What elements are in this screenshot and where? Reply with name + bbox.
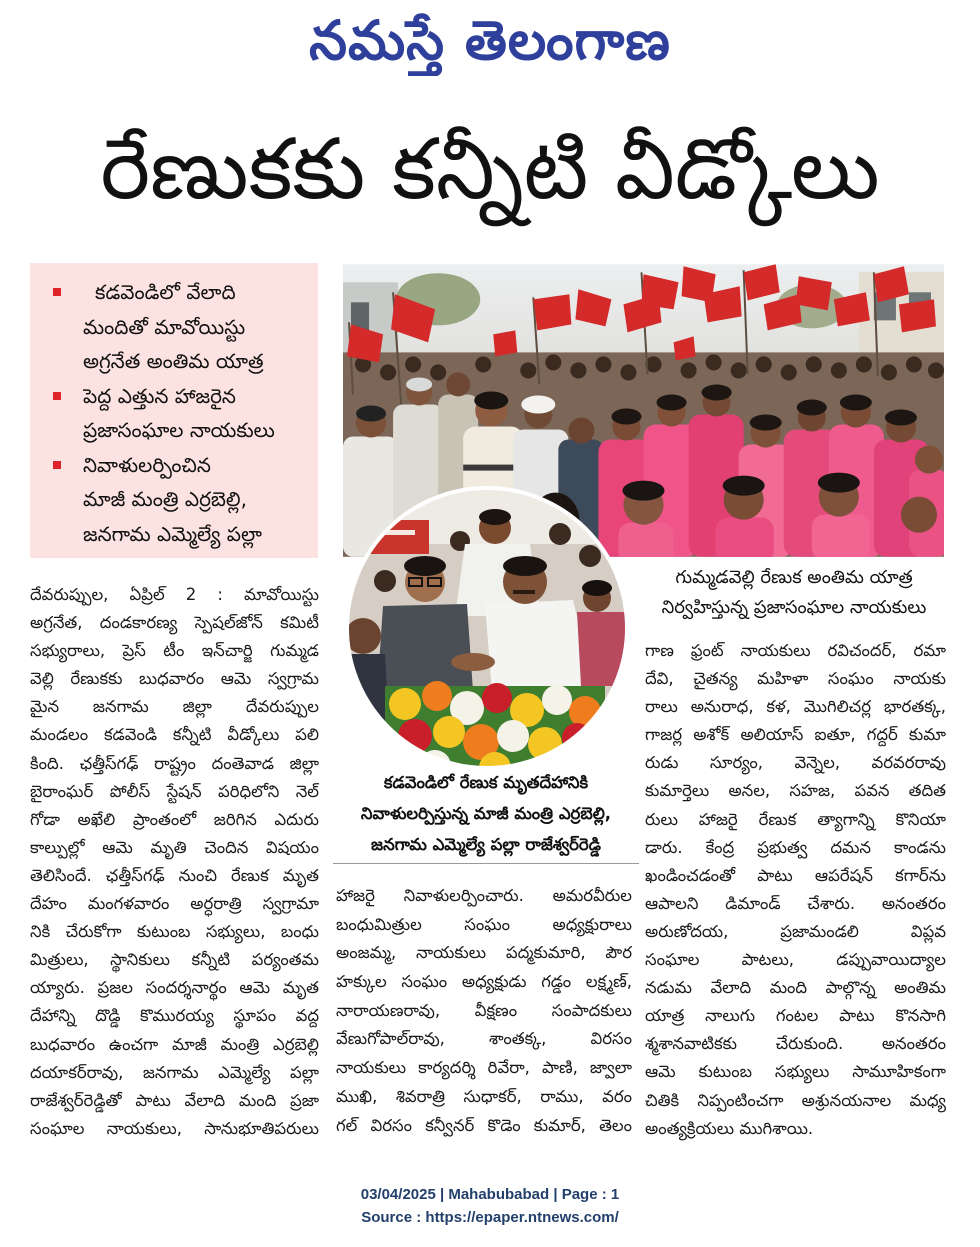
article-line: సంఘాల పాటలు, డప్పువాయిద్యాల <box>645 950 946 970</box>
article-line: రుడు సూర్యం, వెన్నెల, వరవరరావు <box>645 753 946 773</box>
bullet-square-icon <box>53 288 61 296</box>
tribute-photo <box>345 486 629 770</box>
article-line: గాణ ఫ్రంట్ నాయకులు రవిచందర్, రమా <box>645 641 946 660</box>
headline: రేణుకకు కన్నీటి వీడ్కోలు <box>100 120 880 218</box>
highlight-item <box>30 379 318 448</box>
article-line: ఖండించడంతో పాటు ఆపరేషన్ కగార్‌ను <box>645 865 946 885</box>
article-line: నడుమ వేలాది మంది పాల్గొన్న అంతిమ <box>645 978 946 998</box>
article-line: బైరాంఘర్ పోలీస్ స్టేషన్ పరిధిలోని నెల్ <box>30 781 319 801</box>
article-line: రాజేశ్వర్‌రెడ్డితో పాటు వేలాది మంది ప్రజా <box>30 1090 319 1110</box>
article-column-1 <box>30 581 319 1146</box>
caption-line: కడవెండిలో రేణుక మృతదేహానికి <box>383 773 589 792</box>
article-line: తెలిసిందే. ఛత్తీస్‌గఢ్ నుంచి రేణుక మృత <box>30 865 319 885</box>
article-line: గాజర్ల అశోక్ అలియాస్ ఐతూ, గద్దర్ కుమా <box>645 725 946 745</box>
article-line: కింది. ఛత్తీస్‌గఢ్ రాష్ట్రం దంతెవాడ జిల్లా <box>30 753 319 773</box>
article-line: అంజమ్మ, నాయకులు పద్మకుమారి, పౌర <box>336 943 632 963</box>
highlight-line: జనగామ ఎమ్మెల్యే పల్లా <box>83 521 262 546</box>
article-line: నికి చేరుకోగా కుటుంబ సభ్యులు, బంధు <box>30 922 319 942</box>
article-line: కుమార్తెలు అనల, సహజ, పవన తదిత <box>645 781 946 801</box>
article-line: దేవి, చైతన్య మహిళా సంఘం నాయకు <box>645 669 946 689</box>
highlight-line: అగ్రనేత అంతిమ యాత్ర <box>83 349 264 373</box>
highlight-line: నివాళులర్పించిన <box>83 452 211 477</box>
article-line: చితికి నిప్పంటించగా అశ్రునయనాల మధ్య <box>645 1090 946 1110</box>
clipping-footer <box>190 1183 790 1231</box>
article-line: అగ్రనేత, దండకారణ్య స్పెషల్‌జోన్ కమిటీ <box>30 613 319 633</box>
highlight-line: మందితో మావోయిస్టు <box>83 314 246 339</box>
article-line: కాల్పుల్లో ఆమె మృతి చెందిన విషయం <box>30 837 319 857</box>
bullet-square-icon <box>53 392 61 400</box>
article-column-2 <box>336 882 632 1144</box>
tribute-photo-caption <box>333 767 639 864</box>
article-line: దేహాన్ని దొడ్డి కొమురయ్య స్థూపం వద్ద <box>30 1006 319 1026</box>
highlight-line: మాజీ మంత్రి ఎర్రబెల్లి, <box>83 487 247 511</box>
caption-line: నివాళులర్పిస్తున్న మాజీ మంత్రి ఎర్రబెల్లి, <box>360 804 612 823</box>
article-line: ముఖి, శివరాత్రి సుధాకర్, రాము, వరం <box>336 1086 632 1106</box>
procession-photo-caption <box>640 563 948 625</box>
article-line: వేణుగోపాల్‌రావు, శాంతక్క, విరసం <box>336 1029 632 1049</box>
article-line: హక్కుల సంఘం అధ్యక్షుడు గడ్డం లక్ష్మణ్, <box>336 972 632 992</box>
article-line: ఆమె కుటుంబ సభ్యులు సామూహికంగా <box>645 1062 946 1082</box>
article-line: గోడా అఖేలి ప్రాంతంలో జరిగిన ఎదురు <box>30 809 319 829</box>
article-line: మిత్రులు, స్థానికులు కన్నీటి పర్యంతమ <box>30 950 319 970</box>
highlight-line: ప్రజాసంఘాల నాయకులు <box>83 418 275 442</box>
article-line: అంత్యక్రియలు ముగిశాయి. <box>645 1118 814 1138</box>
highlights-box <box>30 263 318 558</box>
article-line: యాత్ర నాలుగు గంటల పాటు కొనసాగి <box>645 1006 946 1026</box>
highlight-item <box>30 448 318 552</box>
article-line: హాజరై నివాళులర్పించారు. అమరవీరుల <box>336 886 632 905</box>
article-line: వెల్లి రేణుకకు బుధవారం ఆమె స్వగ్రామ <box>30 669 319 689</box>
caption-line: జనగామ ఎమ్మెల్యే పల్లా రాజేశ్వర్‌రెడ్డి <box>371 835 601 854</box>
article-line: దయాకర్‌రావు, జనగామ ఎమ్మెల్యే పల్లా <box>30 1062 319 1082</box>
article-line: ఆపాలని డిమాండ్ చేశారు. అనంతరం <box>645 893 946 913</box>
article-line: బుధవారం ఉంచగా మాజీ మంత్రి ఎర్రబెల్లి <box>30 1034 319 1054</box>
highlight-line: పెద్ద ఎత్తున హాజరైన <box>83 383 236 408</box>
flowers <box>385 681 605 770</box>
highlight-line: కడవెండిలో వేలాది <box>95 280 236 304</box>
caption-line: గుమ్మడవెల్లి రేణుక అంతిమ యాత్ర <box>675 567 913 588</box>
article-line: అరుణోదయ, ప్రజామండలి విప్లవ <box>645 921 946 941</box>
article-line: సభ్యురాలు, ప్రెస్ టీం ఇన్‌చార్జి గుమ్మడ <box>30 641 319 661</box>
source-info: Source : https://epaper.ntnews.com/ <box>361 1209 619 1226</box>
bullet-square-icon <box>53 461 61 469</box>
article-line: బంధుమిత్రుల సంఘం అధ్యక్షురాలు <box>336 914 632 934</box>
article-line: రులు హాజరై రేణుక త్యాగాన్ని కొనియా <box>645 809 946 829</box>
article-column-3 <box>645 637 946 1145</box>
caption-line: నిర్వహిస్తున్న ప్రజాసంఘాల నాయకులు <box>661 597 927 618</box>
article-line: శ్మశానవాటికకు చేరుకుంది. అనంతరం <box>645 1034 946 1054</box>
article-line: సంఘాల నాయకులు, సానుభూతిపరులు <box>30 1118 319 1138</box>
article-line: దేవరుప్పుల, ఏప్రిల్ 2 : మావోయిస్టు <box>30 585 319 604</box>
article-line: య్యారు. ప్రజల సందర్శనార్థం ఆమె మృత <box>30 978 319 998</box>
article-line: డారు. కేంద్ర ప్రభుత్వ దమన కాండను <box>645 837 946 857</box>
article-line: రాలు అనురాధ, కళ, మొగిలిచర్ల భారతక్క, <box>645 697 946 717</box>
article-line: మైన జనగామ జిల్లా దేవరుప్పుల <box>30 697 319 717</box>
article-line: మండలం కడవెండి కన్నీటి వీడ్కోలు పలి <box>30 725 319 745</box>
article-line: నాయకులు కార్యదర్శి రివేరా, పాణి, జ్వాలా <box>336 1058 632 1078</box>
edition-info: 03/04/2025 | Mahabubabad | Page : 1 <box>360 1186 620 1203</box>
highlight-item <box>30 275 318 379</box>
article-line: నారాయణరావు, వీక్షణం సంపాదకులు <box>336 1000 632 1020</box>
article-line: గల్ విరసం కన్వీనర్ కొడెం కుమార్, తెలం <box>336 1115 632 1135</box>
article-line: దేహం మంగళవారం అర్ధరాత్రి స్వగ్రామా <box>30 894 319 914</box>
masthead-logo: నమస్తే తెలంగాణ <box>309 9 671 72</box>
